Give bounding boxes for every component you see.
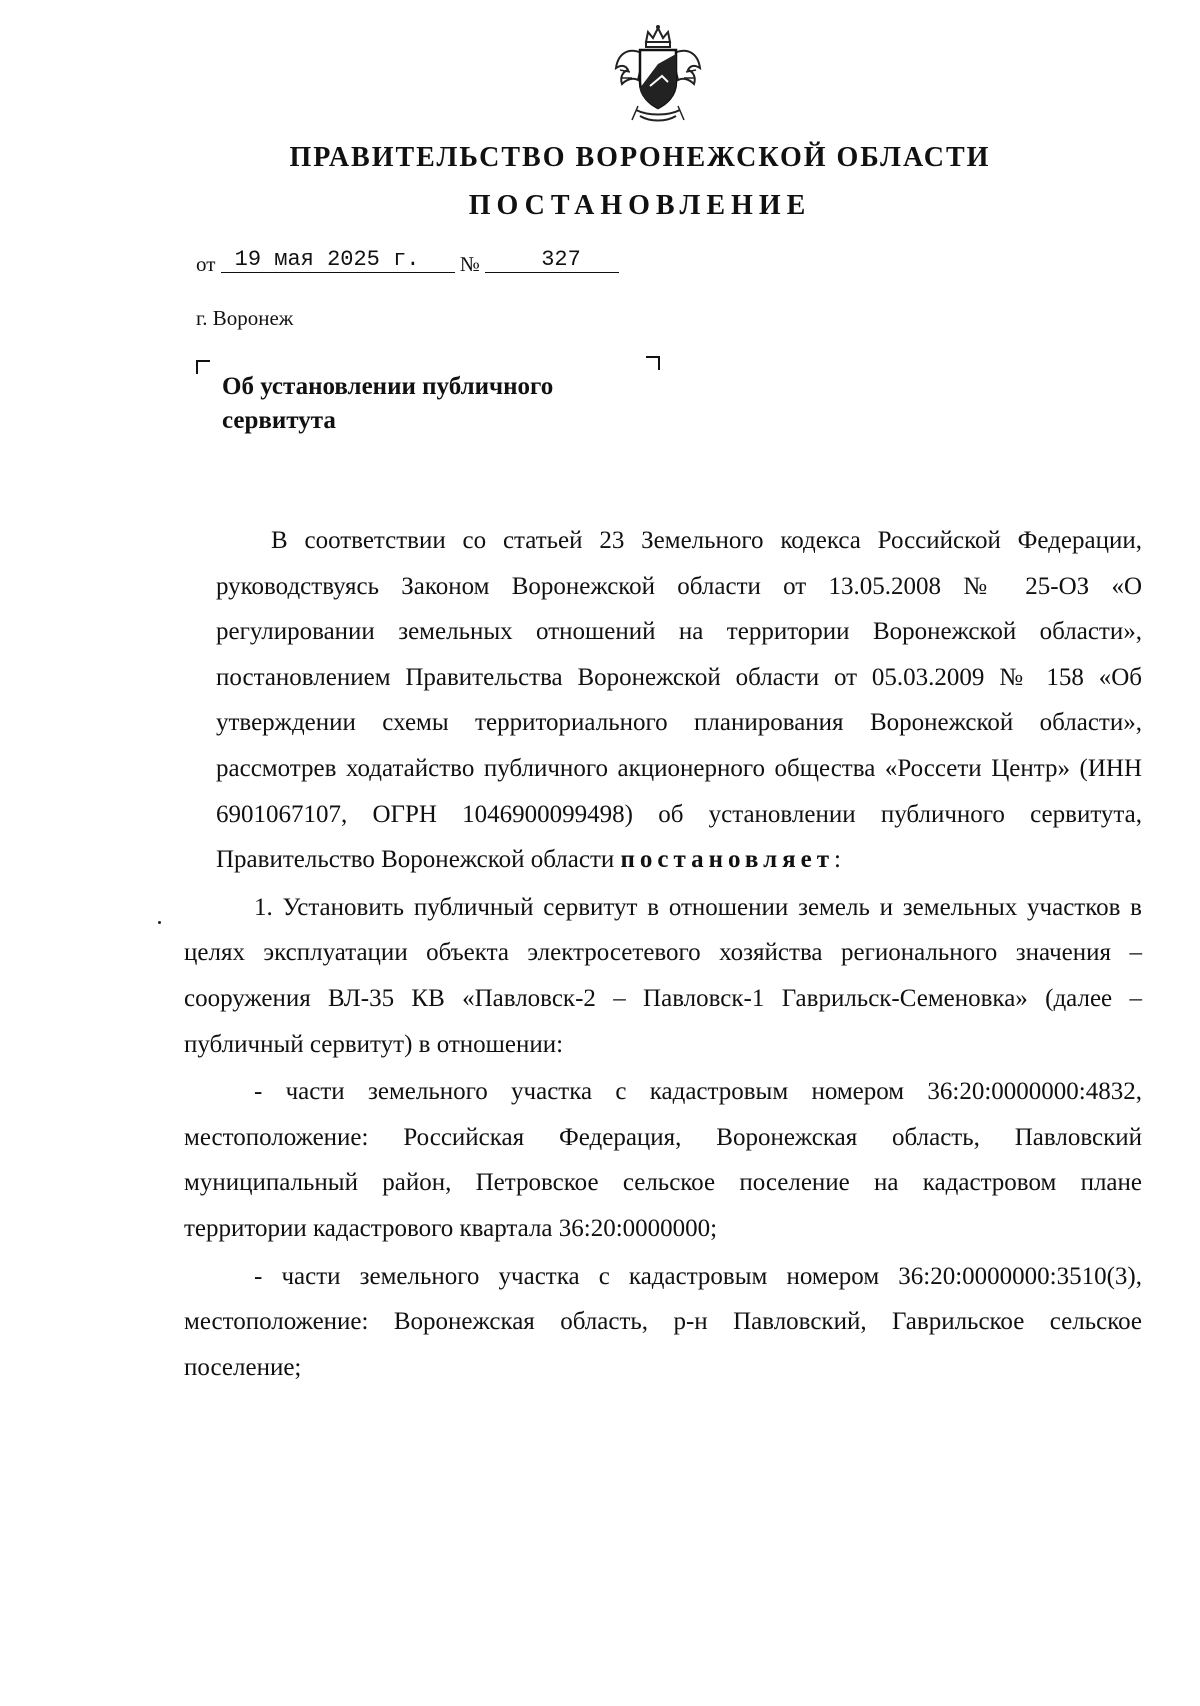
- number-prefix: №: [459, 252, 480, 276]
- date-prefix: от: [196, 252, 216, 276]
- subject-corner-right: [646, 356, 660, 370]
- document-city: г. Воронеж: [196, 306, 294, 330]
- sub-item-1-paragraph: - части земельного участка с кадастровым номером 36:20:0000000:4832, местоположение: Российская Федерация, Воронежская область, Павловский муниципальный район, Петровское сельское поселение на кадастровом плане территории кадастрового квартала 36:20:0000000;: [184, 1078, 1142, 1242]
- document-date: 19 мая 2025 г.: [221, 247, 455, 273]
- document-number: 327: [485, 247, 619, 273]
- sub-item-2-paragraph: - части земельного участка с кадастровым номером 36:20:0000000:3510(3), местоположение: Воронежская область, р-н Павловский, Гаврильское сельское поселение;: [184, 1262, 1142, 1381]
- document-subject: [222, 370, 642, 438]
- voronezh-coat-of-arms-icon: [610, 24, 706, 124]
- subject-corner-left: [196, 360, 210, 374]
- item-1-paragraph: 1. Установить публичный сервитут в отношении земель и земельных участков в целях эксплуатации объекта электросетевого хозяйства регионального значения – сооружения ВЛ-35 КВ «Павловск-2 – Павловск-1 Гаврильск-Семеновка» (далее – публичный сервитут) в отношении:: [184, 893, 1142, 1058]
- government-title: ПРАВИТЕЛЬСТВО ВОРОНЕЖСКОЙ ОБЛАСТИ: [289, 142, 991, 173]
- document-type: ПОСТАНОВЛЕНИЕ: [468, 190, 812, 221]
- subject-line-1: Об установлении публичного: [222, 373, 554, 400]
- date-number-line: [196, 247, 619, 279]
- preamble-text: В соответствии со статьей 23 Земельного кодекса Российской Федерации, руководствуясь Законом Воронежской области от 13.05.2008 № 25-ОЗ «О регулировании земельных отношений на территории Воронежской области», постановлением Правительства Воронежской области от 05.03.2009 № 158 «Об утверждении схемы территориального планирования Воронежской области», рассмотрев ходатайство публичного акционерного общества «Россети Центр» (ИНН 6901067107, ОГРН 1046900099498) об установлении публичного сервитута, Правительство Воронежской области: [216, 527, 1142, 874]
- resolves-colon: :: [834, 846, 841, 874]
- subject-line-2: сервитута: [222, 407, 336, 434]
- resolves-word: постановляет: [620, 846, 834, 874]
- preamble-paragraph: [200, 518, 1142, 883]
- scan-speck: [158, 921, 161, 924]
- document-body: [184, 518, 1142, 1390]
